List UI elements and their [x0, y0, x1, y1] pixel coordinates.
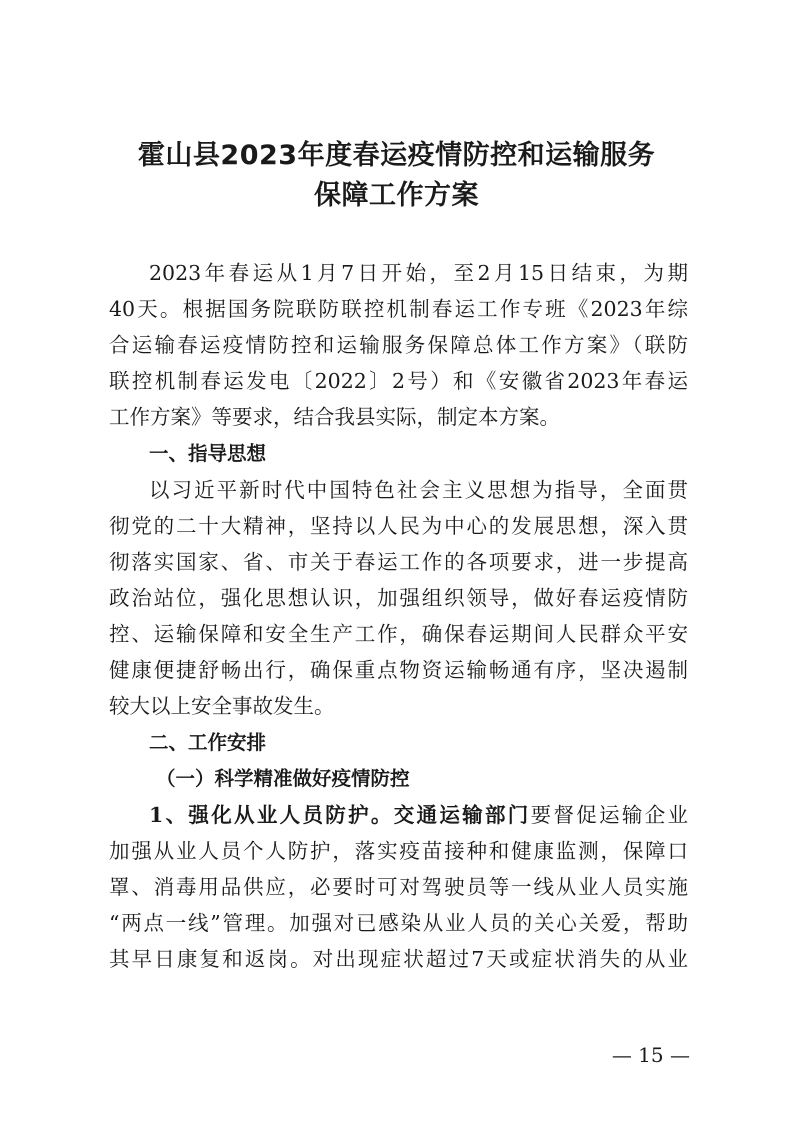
section1-line: 较大以上安全事故发生。 — [109, 694, 335, 718]
item1-department: 交通运输部门 — [393, 803, 531, 827]
section1-line: 彻党的二十大精神，坚持以人民为中心的发展思想，深入贯 — [109, 514, 688, 538]
document-title-line-1: 霍山县2023年度春运疫情防控和运输服务 — [137, 140, 656, 171]
item1-rest: 要督促运输企业 — [530, 803, 689, 827]
section2-line: 其早日康复和返岗。对出现症状超过7天或症状消失的从业 — [109, 947, 688, 971]
intro-line: 工作方案》等要求，结合我县实际，制定本方案。 — [109, 405, 560, 429]
intro-line: 联控机制春运发电〔2022〕2号）和《安徽省2023年春运 — [109, 369, 688, 393]
item1-first-line — [149, 797, 688, 833]
item1-lead: 1、强化从业人员防护。 — [149, 803, 394, 827]
section1-line: 彻落实国家、省、市关于春运工作的各项要求，进一步提高 — [109, 550, 688, 574]
section2-line: 加强从业人员个人防护，落实疫苗接种和健康监测，保障口 — [109, 839, 688, 863]
document-title-line-2: 保障工作方案 — [314, 180, 479, 211]
subsection-heading-epidemic-control: （一）科学精准做好疫情防控 — [156, 767, 410, 790]
intro-line: 合运输春运疫情防控和运输服务保障总体工作方案》（联防 — [109, 333, 688, 357]
section1-line: 健康便捷舒畅出行，确保重点物资运输畅通有序，坚决遏制 — [109, 658, 688, 682]
intro-line: 40天。根据国务院联防联控机制春运工作专班《2023年综 — [109, 297, 688, 321]
section1-line: 政治站位，强化思想认识，加强组织领导，做好春运疫情防 — [109, 586, 688, 610]
section1-line: 控、运输保障和安全生产工作，确保春运期间人民群众平安 — [109, 622, 688, 646]
intro-line: 2023年春运从1月7日开始，至2月15日结束，为期 — [149, 261, 688, 285]
section-heading-work-arrangement: 二、工作安排 — [149, 731, 267, 754]
section-heading-guiding-ideology: 一、指导思想 — [149, 442, 267, 465]
section2-line: “两点一线”管理。加强对已感染从业人员的关心关爱，帮助 — [109, 911, 688, 935]
section1-line: 以习近平新时代中国特色社会主义思想为指导，全面贯 — [149, 478, 688, 502]
section2-line: 罩、消毒用品供应，必要时可对驾驶员等一线从业人员实施 — [109, 875, 688, 899]
page-number: — 15 — — [611, 1043, 690, 1067]
